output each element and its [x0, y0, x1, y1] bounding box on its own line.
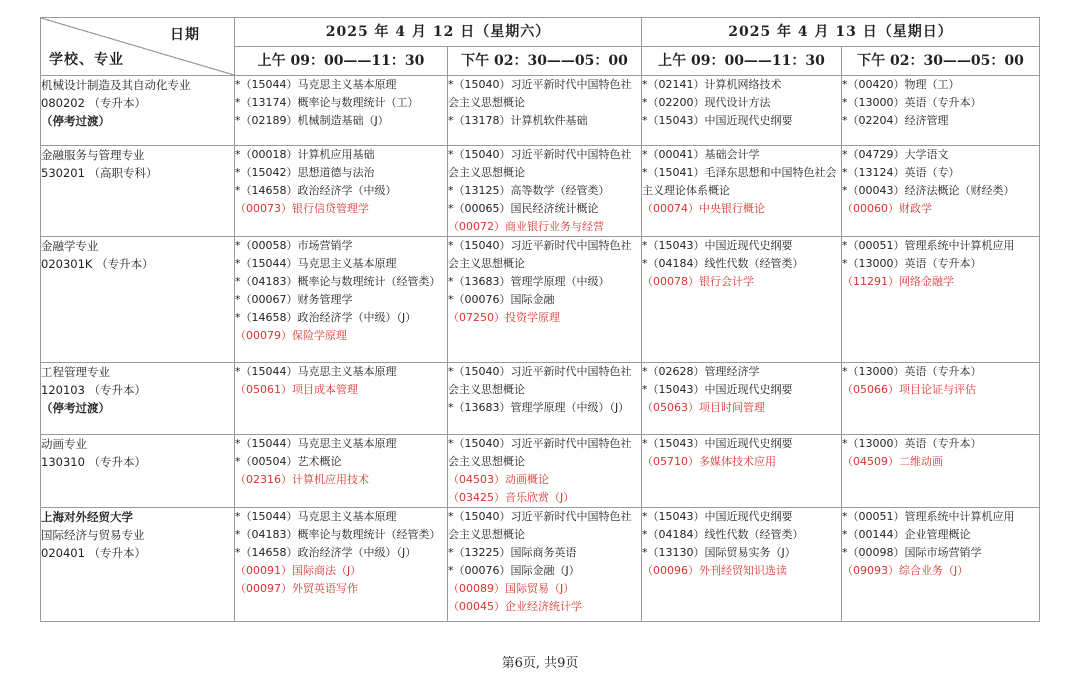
- exam-slot-cell: [448, 508, 642, 622]
- course-item: （00060）财政学: [842, 202, 932, 215]
- major-line: 020301K （专升本）: [41, 257, 154, 271]
- major-cell: [41, 363, 235, 435]
- major-cell: [41, 76, 235, 146]
- course-item: *（13225）国际商务英语: [448, 546, 577, 559]
- course-item: *（00043）经济法概论（财经类）: [842, 184, 1015, 197]
- course-item: *（00041）基础会计学: [642, 148, 760, 161]
- major-line: （停考过渡）: [41, 401, 110, 415]
- course-item: （05710）多媒体技术应用: [642, 455, 776, 468]
- major-line: 020401 （专升本）: [41, 546, 147, 560]
- page-number: 第6页, 共9页: [501, 656, 579, 671]
- course-item: *（00504）艺术概论: [235, 455, 342, 468]
- course-item: *（15040）习近平新时代中国特色社会主义思想概论: [448, 78, 632, 109]
- exam-slot-cell: [842, 146, 1040, 237]
- course-item: *（00067）财务管理学: [235, 293, 353, 306]
- course-item: *（00076）国际金融（J）: [448, 564, 580, 577]
- course-item: *（15043）中国近现代史纲要: [642, 437, 793, 450]
- table-row: [41, 76, 1040, 146]
- exam-slot-cell: [235, 76, 448, 146]
- course-item: *（15044）马克思主义基本原理: [235, 365, 397, 378]
- major-line: 金融学专业: [41, 239, 99, 253]
- course-item: *（15044）马克思主义基本原理: [235, 78, 397, 91]
- course-item: （11291）网络金融学: [842, 275, 954, 288]
- course-item: （04509）二维动画: [842, 455, 943, 468]
- exam-slot-cell: [235, 435, 448, 508]
- exam-slot-cell: [448, 76, 642, 146]
- course-item: *（15041）毛泽东思想和中国特色社会主义理论体系概论: [642, 166, 837, 197]
- course-item: （00074）中央银行概论: [642, 202, 765, 215]
- course-item: *（15043）中国近现代史纲要: [642, 510, 793, 523]
- course-item: *（15044）马克思主义基本原理: [235, 510, 397, 523]
- course-item: *（00018）计算机应用基础: [235, 148, 375, 161]
- exam-slot-cell: [642, 76, 842, 146]
- exam-slot-cell: [235, 508, 448, 622]
- course-item: *（15040）习近平新时代中国特色社会主义思想概论: [448, 148, 632, 179]
- header-corner-cell: [41, 18, 235, 76]
- exam-slot-cell: [235, 363, 448, 435]
- table-row: [41, 146, 1040, 237]
- major-line: 080202 （专升本）: [41, 96, 147, 110]
- major-line: 工程管理专业: [41, 365, 110, 379]
- exam-slot-cell: [642, 435, 842, 508]
- slot-header-d2-morning: 上午 09：00——11：30: [642, 47, 842, 76]
- table-row: [41, 363, 1040, 435]
- course-item: *（04184）线性代数（经管类）: [642, 257, 804, 270]
- course-item: *（15042）思想道德与法治: [235, 166, 375, 179]
- course-item: *（02628）管理经济学: [642, 365, 760, 378]
- course-item: *（13130）国际贸易实务（J）: [642, 546, 796, 559]
- course-item: （05061）项目成本管理: [235, 383, 358, 396]
- schedule-body: [41, 76, 1040, 622]
- major-line: （停考过渡）: [41, 114, 110, 128]
- major-line: 130310 （专升本）: [41, 455, 147, 469]
- exam-schedule-table: [40, 17, 1040, 622]
- course-item: *（00144）企业管理概论: [842, 528, 971, 541]
- day-header-1: 2025 年 4 月 12 日（星期六）: [235, 18, 642, 47]
- course-item: *（04729）大学语文: [842, 148, 949, 161]
- course-item: （00078）银行会计学: [642, 275, 754, 288]
- course-item: *（13000）英语（专升本）: [842, 96, 982, 109]
- course-item: *（15043）中国近现代史纲要: [642, 114, 793, 127]
- table-row: [41, 508, 1040, 622]
- course-item: *（13000）英语（专升本）: [842, 257, 982, 270]
- course-item: *（04184）线性代数（经管类）: [642, 528, 804, 541]
- course-item: （05063）项目时间管理: [642, 401, 765, 414]
- course-item: （05066）项目论证与评估: [842, 383, 976, 396]
- major-line: 国际经济与贸易专业: [41, 528, 145, 542]
- course-item: （09093）综合业务（J）: [842, 564, 969, 577]
- exam-slot-cell: [842, 435, 1040, 508]
- course-item: *（02200）现代设计方法: [642, 96, 771, 109]
- exam-slot-cell: [448, 146, 642, 237]
- course-item: *（15044）马克思主义基本原理: [235, 257, 397, 270]
- course-item: （00097）外贸英语写作: [235, 582, 358, 595]
- course-item: （03425）音乐欣赏（J）: [448, 491, 575, 504]
- table-row: [41, 237, 1040, 363]
- course-item: *（13125）高等数学（经管类）: [448, 184, 610, 197]
- course-item: （00091）国际商法（J）: [235, 564, 362, 577]
- course-item: *（14658）政治经济学（中级）: [235, 184, 397, 197]
- major-line: 金融服务与管理专业: [41, 148, 145, 162]
- course-item: *（15040）习近平新时代中国特色社会主义思想概论: [448, 437, 632, 468]
- date-label: 日期: [170, 27, 200, 43]
- exam-slot-cell: [642, 508, 842, 622]
- course-item: （04503）动画概论: [448, 473, 549, 486]
- major-cell: [41, 435, 235, 508]
- course-item: *（15040）习近平新时代中国特色社会主义思想概论: [448, 510, 632, 541]
- slot-header-d2-afternoon: 下午 02：30——05：00: [842, 47, 1040, 76]
- course-item: *（14658）政治经济学（中级）（J）: [235, 311, 417, 324]
- course-item: *（00058）市场营销学: [235, 239, 353, 252]
- exam-slot-cell: [842, 363, 1040, 435]
- course-item: （07250）投资学原理: [448, 311, 560, 324]
- course-item: *（00051）管理系统中计算机应用: [842, 510, 1015, 523]
- course-item: （00079）保险学原理: [235, 329, 347, 342]
- course-item: *（14658）政治经济学（中级）（J）: [235, 546, 417, 559]
- major-line: 动画专业: [41, 437, 87, 451]
- course-item: *（00051）管理系统中计算机应用: [842, 239, 1015, 252]
- major-cell: [41, 237, 235, 363]
- course-item: （00073）银行信贷管理学: [235, 202, 369, 215]
- course-item: *（02189）机械制造基础（J）: [235, 114, 389, 127]
- exam-slot-cell: [448, 363, 642, 435]
- exam-slot-cell: [842, 76, 1040, 146]
- course-item: *（15040）习近平新时代中国特色社会主义思想概论: [448, 239, 632, 270]
- course-item: （00096）外刊经贸知识选读: [642, 564, 787, 577]
- course-item: *（02141）计算机网络技术: [642, 78, 782, 91]
- table-row: [41, 435, 1040, 508]
- exam-slot-cell: [842, 237, 1040, 363]
- course-item: *（13683）管理学原理（中级）（J）: [448, 401, 630, 414]
- course-item: （02316）计算机应用技术: [235, 473, 369, 486]
- course-item: *（13000）英语（专升本）: [842, 437, 982, 450]
- major-cell: [41, 508, 235, 622]
- school-major-label: 学校、专业: [49, 52, 124, 68]
- exam-slot-cell: [842, 508, 1040, 622]
- course-item: （00045）企业经济统计学: [448, 600, 582, 613]
- exam-slot-cell: [235, 237, 448, 363]
- course-item: *（00420）物理（工）: [842, 78, 960, 91]
- course-item: *（02204）经济管理: [842, 114, 949, 127]
- course-item: *（00098）国际市场营销学: [842, 546, 982, 559]
- course-item: *（15040）习近平新时代中国特色社会主义思想概论: [448, 365, 632, 396]
- exam-slot-cell: [642, 146, 842, 237]
- slot-header-d1-morning: 上午 09：00——11：30: [235, 47, 448, 76]
- course-item: *（13124）英语（专）: [842, 166, 960, 179]
- course-item: *（04183）概率论与数理统计（经管类）: [235, 528, 441, 541]
- exam-slot-cell: [235, 146, 448, 237]
- slot-header-d1-afternoon: 下午 02：30——05：00: [448, 47, 642, 76]
- course-item: *（00065）国民经济统计概论: [448, 202, 599, 215]
- course-item: *（00076）国际金融: [448, 293, 555, 306]
- course-item: *（13000）英语（专升本）: [842, 365, 982, 378]
- major-cell: [41, 146, 235, 237]
- course-item: *（13683）管理学原理（中级）: [448, 275, 610, 288]
- course-item: *（13174）概率论与数理统计（工）: [235, 96, 419, 109]
- course-item: *（04183）概率论与数理统计（经管类）: [235, 275, 441, 288]
- major-line: 120103 （专升本）: [41, 383, 147, 397]
- major-line: 上海对外经贸大学: [41, 510, 133, 524]
- course-item: （00089）国际贸易（J）: [448, 582, 575, 595]
- exam-slot-cell: [642, 363, 842, 435]
- course-item: （00072）商业银行业务与经营: [448, 220, 604, 233]
- course-item: *（15043）中国近现代史纲要: [642, 383, 793, 396]
- major-line: 机械设计制造及其自动化专业: [41, 78, 191, 92]
- day-header-2: 2025 年 4 月 13 日（星期日）: [642, 18, 1040, 47]
- course-item: *（13178）计算机软件基础: [448, 114, 588, 127]
- major-line: 530201 （高职专科）: [41, 166, 158, 180]
- exam-slot-cell: [642, 237, 842, 363]
- course-item: *（15043）中国近现代史纲要: [642, 239, 793, 252]
- course-item: *（15044）马克思主义基本原理: [235, 437, 397, 450]
- exam-slot-cell: [448, 435, 642, 508]
- exam-slot-cell: [448, 237, 642, 363]
